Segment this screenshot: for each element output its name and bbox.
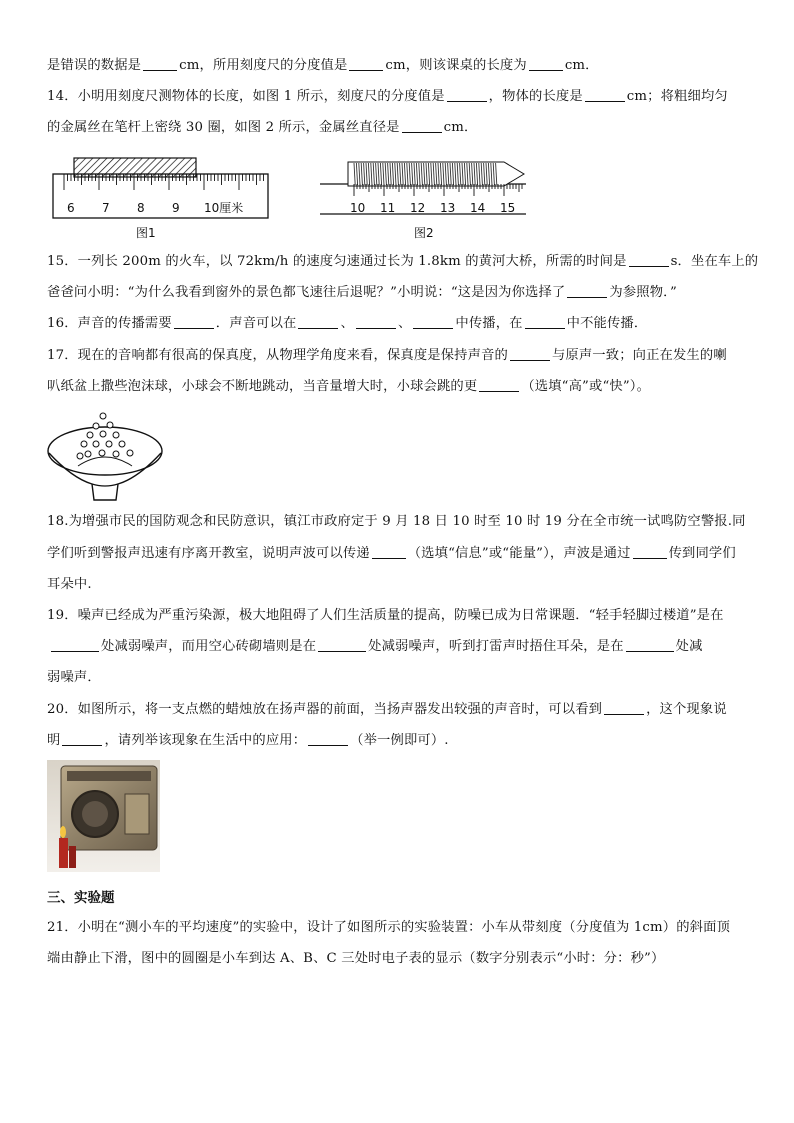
text: 中传播，在	[455, 316, 523, 331]
text: ．声音可以在	[215, 316, 297, 331]
answer-blank[interactable]	[529, 56, 563, 71]
text: cm．	[443, 120, 478, 135]
q18-line-1	[47, 512, 759, 532]
radio-side-panel	[125, 794, 149, 834]
tick-label: 8	[137, 201, 145, 215]
text: cm．	[564, 58, 599, 73]
q19-line-1	[47, 606, 759, 626]
answer-blank[interactable]	[308, 731, 348, 746]
text: 处减弱噪声，而用空心砖砌墙则是在	[101, 639, 317, 654]
text: cm；将粗细均匀	[626, 89, 728, 104]
tick-label: 9	[172, 201, 180, 215]
text: ，请列举该现象在生活中的应用：	[104, 733, 307, 748]
answer-blank[interactable]	[525, 314, 565, 329]
q20-line-2	[47, 731, 759, 751]
text: 处减	[675, 639, 703, 654]
text: 叭纸盆上撒些泡沫球，小球会不断地跳动，当音量增大时，小球会跳的更	[47, 379, 478, 394]
answer-blank[interactable]	[298, 314, 338, 329]
answer-blank[interactable]	[402, 118, 442, 133]
candle-flame	[60, 826, 66, 838]
text: 爸爸问小明：“为什么我看到窗外的景色都飞速往后退呢？”小明说：“这是因为你选择了	[47, 285, 566, 300]
text: cm，则该课桌的长度为	[385, 58, 527, 73]
ruler-labels	[350, 201, 515, 215]
text: ，物体的长度是	[488, 89, 583, 104]
text: 是错误的数据是	[47, 58, 142, 73]
answer-blank[interactable]	[479, 377, 519, 392]
text: ，这个现象说	[646, 702, 727, 717]
answer-blank[interactable]	[413, 314, 453, 329]
answer-blank[interactable]	[626, 637, 674, 652]
q14-line-1	[47, 87, 759, 107]
text: （选填“信息”或“能量”），声波是通过	[407, 546, 631, 561]
candle	[59, 838, 68, 868]
text: 的金属丝在笔杆上密绕 30 圈，如图 2 所示，金属丝直径是	[47, 120, 400, 135]
answer-blank[interactable]	[604, 700, 644, 715]
answer-blank[interactable]	[318, 637, 366, 652]
text: 学们听到警报声迅速有序离开教室，说明声波可以传递	[47, 546, 370, 561]
candle-holder	[69, 846, 76, 868]
text: 14．小明用刻度尺测物体的长度，如图 1 所示，刻度尺的分度值是	[47, 89, 445, 104]
tick-label: 12	[410, 201, 426, 215]
text: 21．小明在“测小车的平均速度”的实验中，设计了如图所示的实验装置：小车从带刻度（分度值为 1cm）的斜面顶	[47, 920, 731, 935]
q18-line-3	[47, 575, 759, 595]
text: s．坐在车上的	[670, 254, 759, 269]
q15-line-1	[47, 252, 759, 272]
text: 18.为增强市民的国防观念和民防意识，镇江市政府定于 9 月 18 日 10 时至 10 时 19 分在全市统一试鸣防空警报.同	[47, 514, 746, 529]
figure-2-caption: 图2	[414, 226, 434, 240]
speaker-candle-photo	[47, 760, 160, 872]
answer-blank[interactable]	[585, 87, 625, 102]
tick-label: 10	[350, 201, 366, 215]
text: 处减弱噪声，听到打雷声时捂住耳朵，是在	[368, 639, 624, 654]
cone-neck	[92, 484, 118, 486]
text: cm，所用刻度尺的分度值是	[179, 58, 348, 73]
tick-label: 7	[102, 201, 110, 215]
answer-blank[interactable]	[349, 56, 383, 71]
answer-blank[interactable]	[356, 314, 396, 329]
q16-line	[47, 314, 759, 334]
answer-blank[interactable]	[629, 252, 669, 267]
text: 中不能传播．	[566, 316, 648, 331]
speaker-candle-illustration	[47, 760, 160, 872]
text: 端由静止下滑，图中的圆圈是小车到达 A、B、C 三处时电子表的显示（数字分别表示“小时：分：秒”）	[47, 951, 665, 966]
answer-blank[interactable]	[143, 56, 177, 71]
text: 15．一列长 200m 的火车，以 72km/h 的速度匀速通过长为 1.8km 的黄河大桥，所需的时间是	[47, 254, 627, 269]
tick-label: 13	[440, 201, 456, 215]
speaker-cone-figure	[46, 408, 166, 504]
figure-1-caption: 图1	[136, 226, 156, 240]
text: 、	[397, 316, 412, 331]
q13-line	[47, 56, 759, 76]
answer-blank[interactable]	[174, 314, 214, 329]
text: 19．噪声已经成为严重污染源，极大地阻碍了人们生活质量的提高，防噪已成为日常课题．“轻手轻脚过楼道”是在	[47, 608, 724, 623]
q19-line-3	[47, 668, 759, 688]
tick-label: 15	[500, 201, 516, 215]
tick-label: 14	[470, 201, 486, 215]
q19-line-2	[47, 637, 759, 657]
q20-line-1	[47, 700, 759, 720]
q17-line-1	[47, 346, 759, 366]
text: 20．如图所示，将一支点燃的蜡烛放在扬声器的前面，当扬声器发出较强的声音时，可以看到	[47, 702, 603, 717]
text: 17．现在的音响都有很高的保真度，从物理学角度来看，保真度是保持声音的	[47, 348, 508, 363]
section-title: 三、实验题	[47, 890, 115, 906]
tick-label: 10厘米	[204, 201, 244, 215]
answer-blank[interactable]	[62, 731, 102, 746]
q15-line-2	[47, 283, 759, 303]
q18-line-2	[47, 544, 759, 564]
text: 、	[340, 316, 354, 331]
text: 与原声一致；向正在发生的喇	[551, 348, 727, 363]
q17-line-2	[47, 377, 759, 397]
text: 耳朵中.	[47, 577, 92, 592]
q21-line-2	[47, 949, 759, 969]
text: 16．声音的传播需要	[47, 316, 172, 331]
text: 弱噪声．	[47, 670, 101, 685]
q21-line-1	[47, 918, 759, 938]
tick-label: 6	[67, 201, 75, 215]
q14-line-2	[47, 118, 759, 138]
radio-panel	[67, 771, 151, 781]
text: 为参照物．”	[609, 285, 677, 300]
answer-blank[interactable]	[633, 544, 667, 559]
text: （举一例即可）.	[350, 733, 449, 748]
text: 明	[47, 733, 61, 748]
answer-blank[interactable]	[51, 637, 99, 652]
tick-label: 11	[380, 201, 396, 215]
text: 传到同学们	[668, 546, 736, 561]
answer-blank[interactable]	[372, 544, 406, 559]
answer-blank[interactable]	[510, 346, 550, 361]
answer-blank[interactable]	[447, 87, 487, 102]
coil-figure-2	[318, 154, 528, 220]
ruler-figure-1	[52, 156, 270, 222]
answer-blank[interactable]	[567, 283, 607, 298]
speaker-center	[82, 801, 108, 827]
text: （选填“高”或“快”）。	[521, 379, 651, 394]
